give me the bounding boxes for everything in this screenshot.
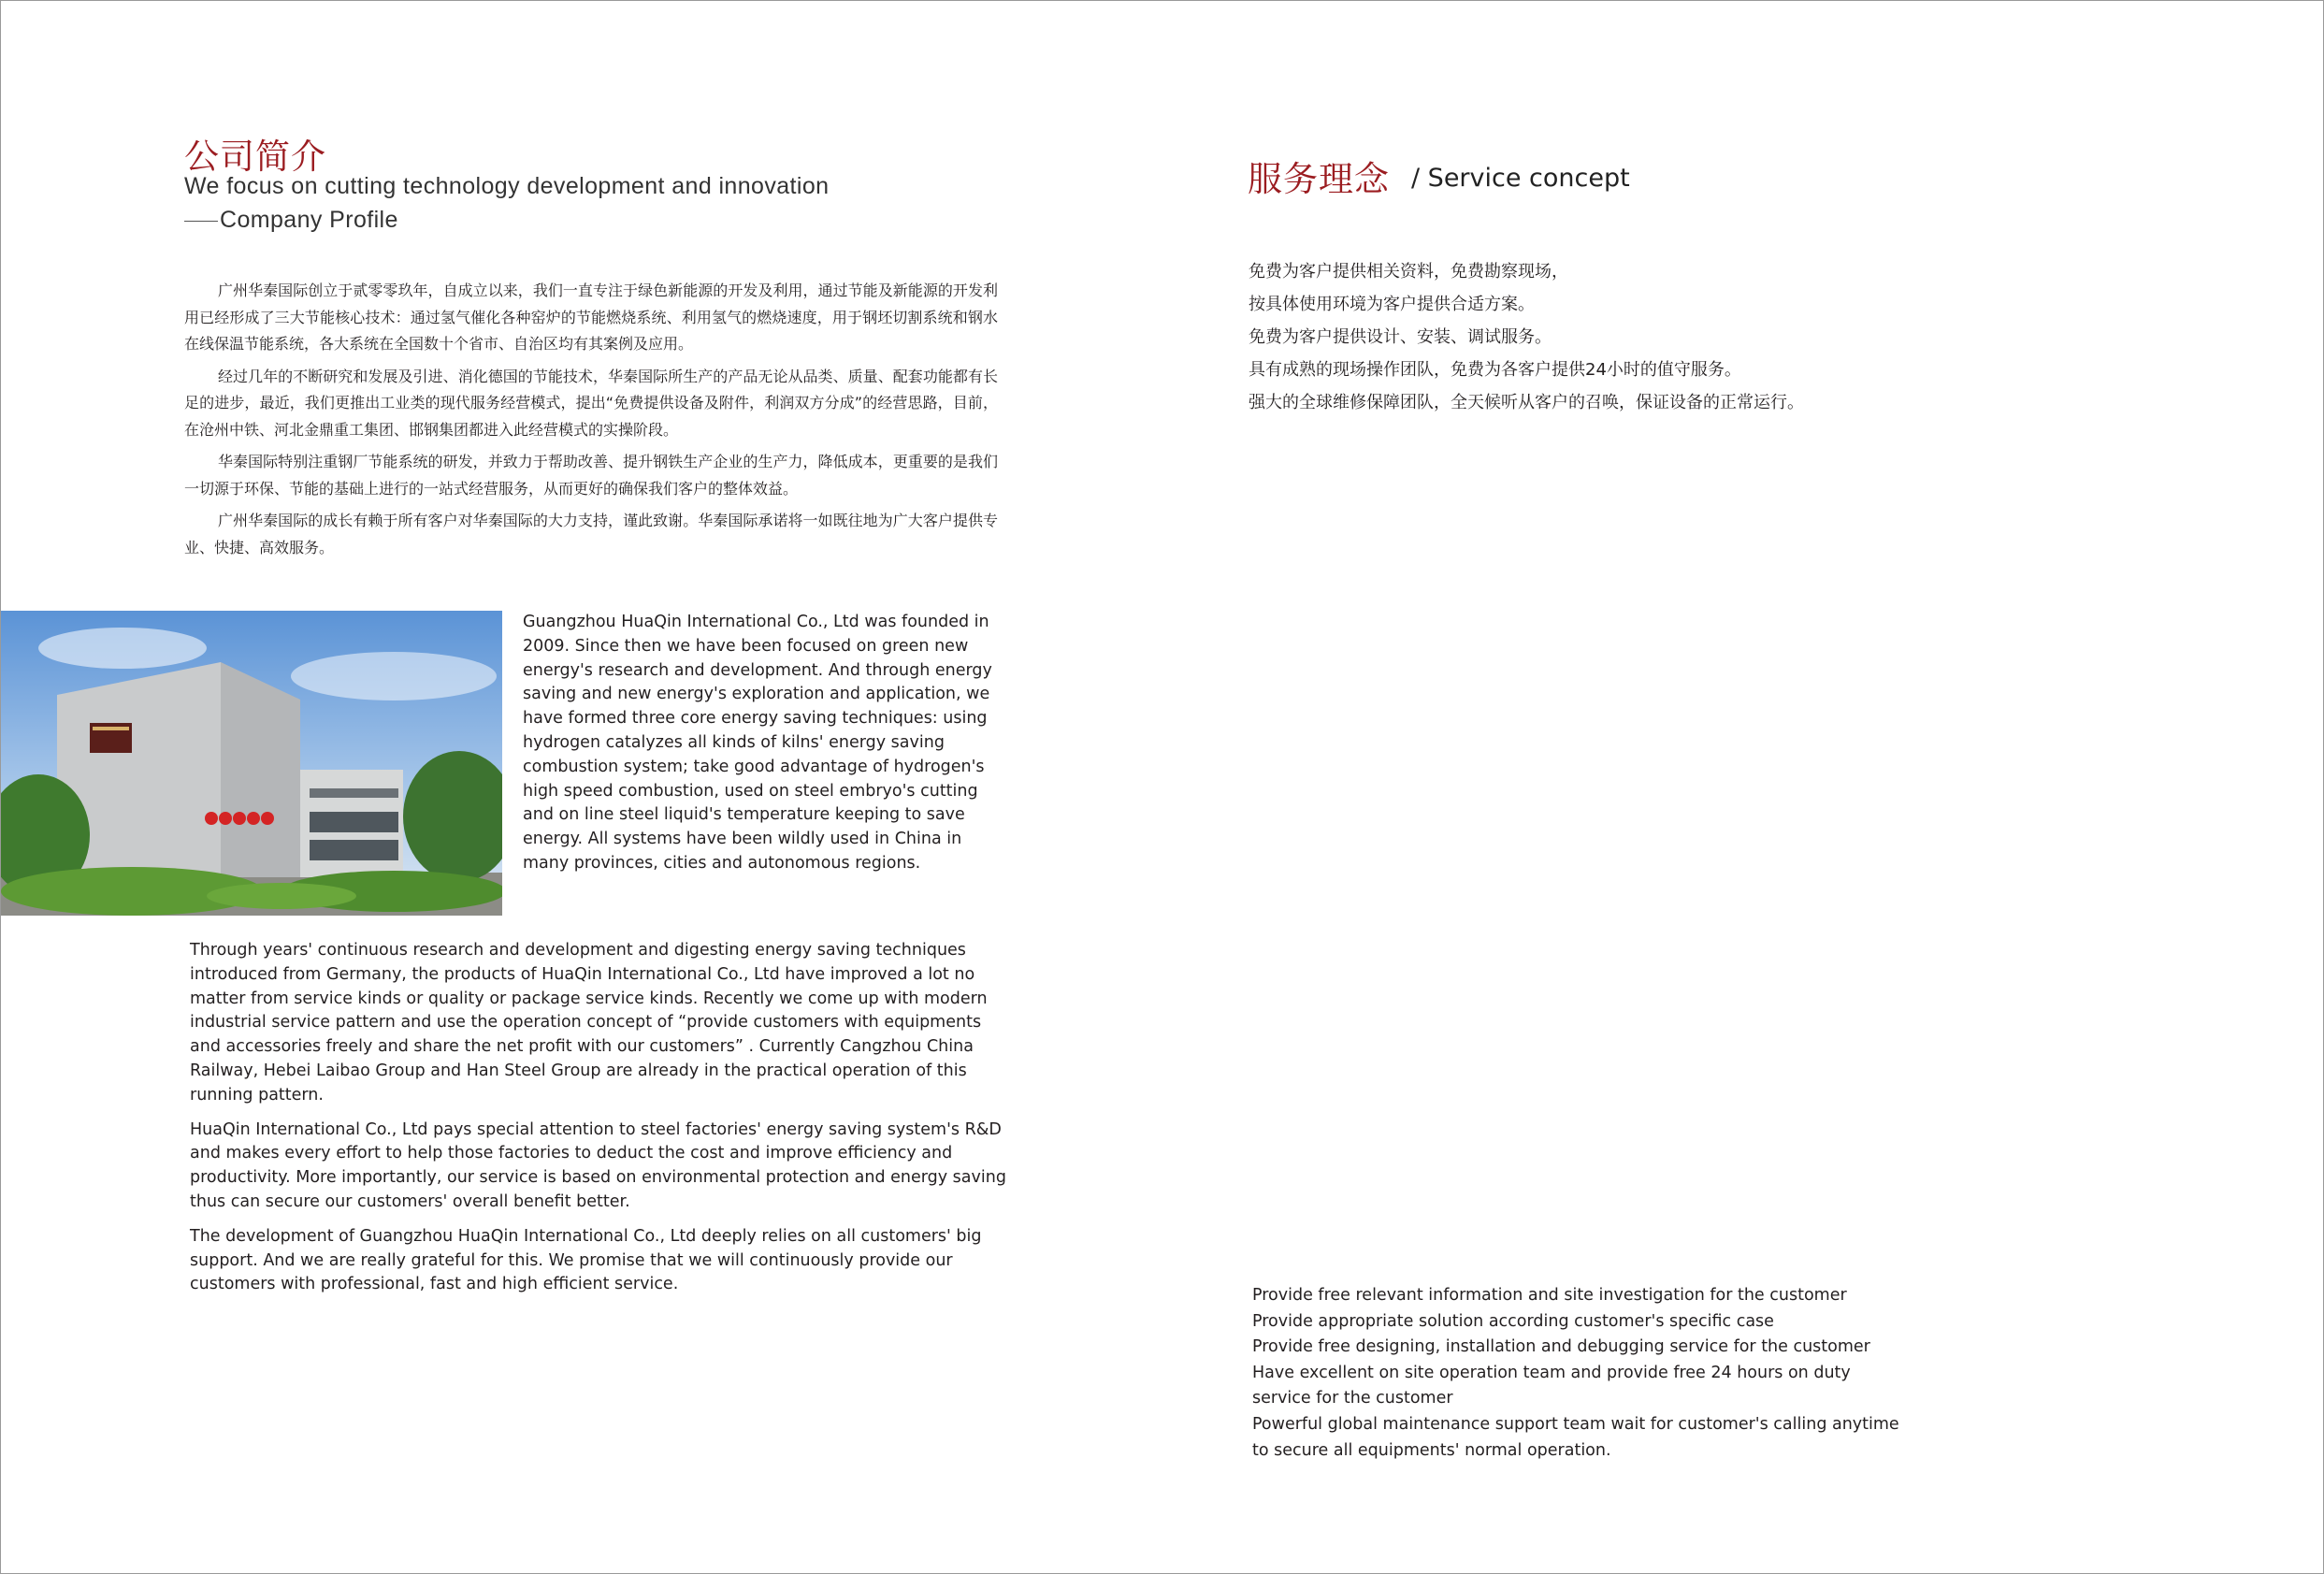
en-paragraph: HuaQin International Co., Ltd pays special attention to steel factories' energy saving system's R&D and makes every effort to help those factories to deduct the cost and improve efficiency and productivity. More importantly, our service is based on environmental protection and energy saving thus can secure our customers' overall benefit better. bbox=[190, 1119, 1006, 1211]
zh-paragraph: 经过几年的不断研究和发展及引进、消化德国的节能技术，华秦国际所生产的产品无论从品类、质量、配套功能都有长足的进步，最近，我们更推出工业类的现代服务经营模式，提出“免费提供设备及附件，利润双方分成”的经营思路，目前，在沧州中铁、河北金鼎重工集团、邯钢集团都进入此经营模式的实操阶段。 bbox=[184, 367, 998, 439]
list-item: Powerful global maintenance support team wait for customer's calling anytime to secure all equipments' normal operation. bbox=[1252, 1414, 1899, 1460]
list-item: Provide free relevant information and site investigation for the customer bbox=[1252, 1286, 1847, 1305]
en-profile-text bbox=[190, 939, 1013, 1307]
dash-rule bbox=[184, 221, 218, 222]
service-concept-subtitle: / Service concept bbox=[1411, 164, 1630, 193]
service-concept-title: 服务理念 bbox=[1248, 159, 1390, 199]
zh-paragraph: 华秦国际特别注重钢厂节能系统的研发，并致力于帮助改善、提升钢铁生产企业的生产力，降低成本，更重要的是我们一切源于环保、节能的基础上进行的一站式经营服务，从而更好的确保我们客户的整体效益。 bbox=[184, 453, 998, 498]
en-paragraph: The development of Guangzhou HuaQin International Co., Ltd deeply relies on all customers' big support. And we are really grateful for this. We promise that we will continuously provide our customers with professional, fast and high efficient service. bbox=[190, 1226, 982, 1294]
zh-profile-text bbox=[184, 278, 998, 567]
en-paragraph: Guangzhou HuaQin International Co., Ltd was founded in 2009. Since then we have been focused on green new energy's research and development. And through energy saving and new energy's exploration and application, we have formed three core energy saving techniques: using hydrogen catalyzes all kinds of kilns' energy saving combustion system; take good advantage of hydrogen's high speed combustion, used on steel embryo's cutting and on line steel liquid's temperature keeping to save energy. All systems have been wildly used in China in many provinces, cities and autonomous regions. bbox=[523, 613, 992, 873]
list-item: 按具体使用环境为客户提供合适方案。 bbox=[1249, 295, 1535, 314]
company-profile-subtitle bbox=[184, 207, 398, 234]
list-item: 强大的全球维修保障团队，全天候听从客户的召唤，保证设备的正常运行。 bbox=[1249, 393, 1804, 412]
en-service-list bbox=[1252, 1283, 1907, 1464]
company-profile-subtitle-text: Company Profile bbox=[220, 207, 398, 233]
list-item: Provide appropriate solution according customer's specific case bbox=[1252, 1311, 1774, 1331]
zh-service-list bbox=[1249, 255, 1804, 419]
list-item: 具有成熟的现场操作团队，免费为各客户提供24小时的值守服务。 bbox=[1249, 360, 1741, 380]
zh-paragraph: 广州华秦国际创立于贰零零玖年，自成立以来，我们一直专注于绿色新能源的开发及利用，通过节能及新能源的开发利用已经形成了三大节能核心技术：通过氢气催化各种窑炉的节能燃烧系统、利用氢气的燃烧速度，用于钢坯切割系统和钢水在线保温节能系统，各大系统在全国数十个省市、自治区均有其案例及应用。 bbox=[184, 282, 998, 353]
list-item: 免费为客户提供设计、安装、调试服务。 bbox=[1249, 327, 1552, 347]
list-item: Have excellent on site operation team and provide free 24 hours on duty service for the customer bbox=[1252, 1363, 1851, 1408]
company-profile-tagline: We focus on cutting technology development and innovation bbox=[184, 173, 830, 199]
company-building-photo bbox=[1, 611, 502, 916]
company-profile-title: 公司简介 bbox=[184, 137, 326, 177]
en-paragraph: Through years' continuous research and development and digesting energy saving techniques introduced from Germany, the products of HuaQin International Co., Ltd have improved a lot no matter from service kinds or quality or package service kinds. Recently we come up with modern industrial service pattern and use the operation concept of “provide customers with equipments and accessories freely and share the net profit with our customers” . Currently Cangzhou China Railway, Hebei Laibao Group and Han Steel Group are already in the practical operation of this running pattern. bbox=[190, 941, 988, 1105]
list-item: Provide free designing, installation and debugging service for the customer bbox=[1252, 1337, 1870, 1357]
zh-paragraph: 广州华秦国际的成长有赖于所有客户对华秦国际的大力支持，谨此致谢。华秦国际承诺将一如既往地为广大客户提供专业、快捷、高效服务。 bbox=[184, 512, 998, 556]
list-item: 免费为客户提供相关资料，免费勘察现场， bbox=[1249, 262, 1568, 282]
building-illustration bbox=[1, 611, 502, 916]
en-intro-text bbox=[523, 611, 1009, 876]
